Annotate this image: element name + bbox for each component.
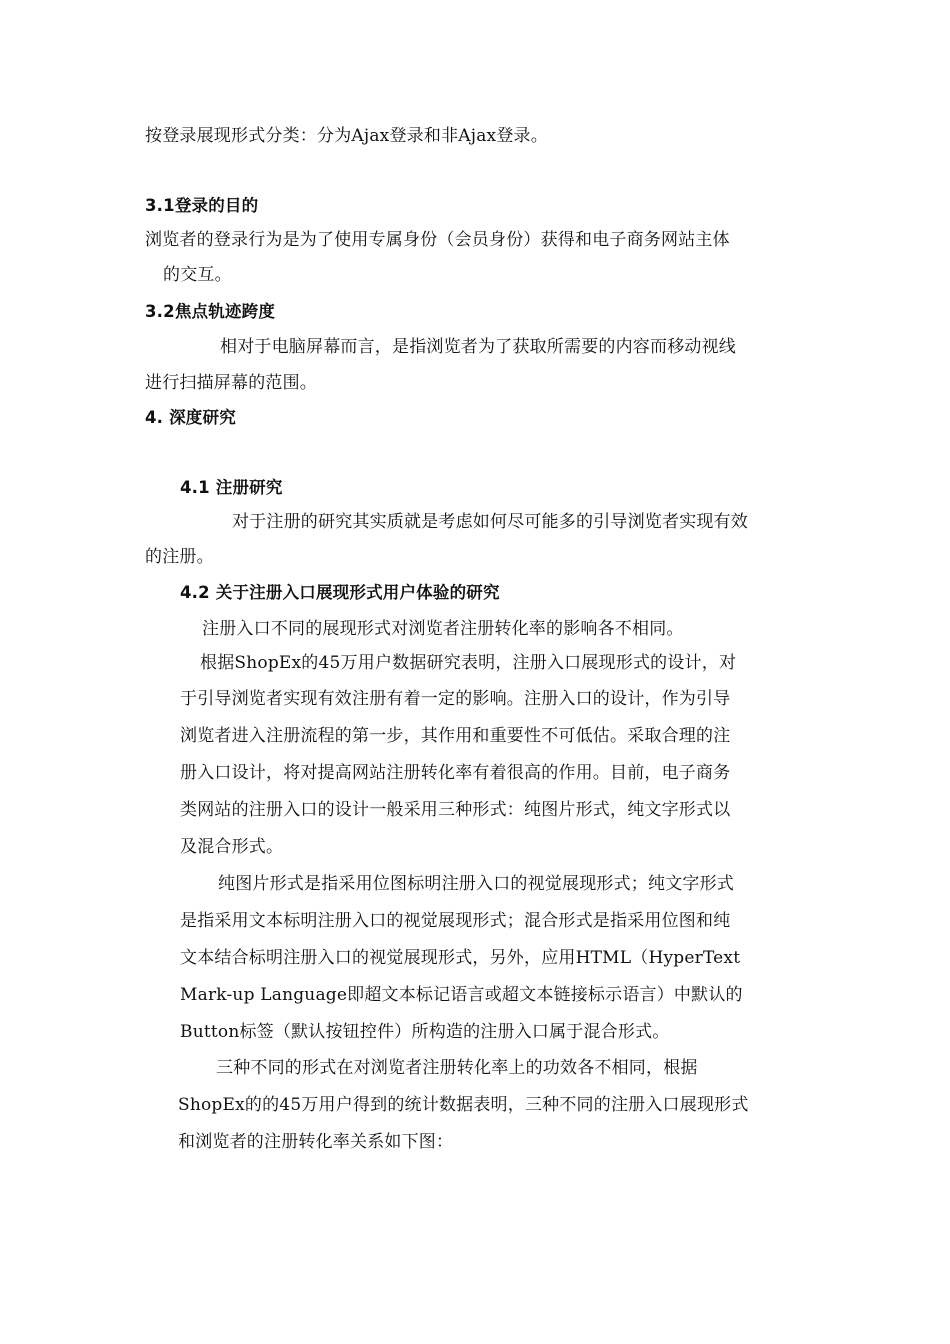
section-3-2-text-line-2: 进行扫描屏幕的范围。 <box>145 373 317 393</box>
section-4-2-line: 纯图片形式是指采用位图标明注册入口的视觉展现形式；纯文字形式 <box>218 874 734 894</box>
section-4-1-text-line-1: 对于注册的研究其实质就是考虑如何尽可能多的引导浏览者实现有效 <box>232 512 748 532</box>
intro-paragraph: 按登录展现形式分类：分为Ajax登录和非Ajax登录。 <box>145 126 548 146</box>
section-4-1-heading: 4.1 注册研究 <box>180 478 283 497</box>
section-4-2-line: 于引导浏览者实现有效注册有着一定的影响。注册入口的设计，作为引导 <box>180 689 731 709</box>
section-4-2-line: Mark-up Language即超文本标记语言或超文本链接标示语言）中默认的 <box>180 985 743 1005</box>
section-3-1-text-line-1: 浏览者的登录行为是为了使用专属身份（会员身份）获得和电子商务网站主体 <box>145 230 730 250</box>
section-4-2-line: 根据ShopEx的45万用户数据研究表明，注册入口展现形式的设计，对 <box>200 653 737 673</box>
section-4-2-heading: 4.2 关于注册入口展现形式用户体验的研究 <box>180 583 500 602</box>
section-3-1-text-line-2: 的交互。 <box>163 265 232 285</box>
section-4-2-line: 类网站的注册入口的设计一般采用三种形式：纯图片形式，纯文字形式以 <box>180 800 731 820</box>
section-3-1-heading: 3.1登录的目的 <box>145 196 259 215</box>
section-4-heading: 4. 深度研究 <box>145 408 236 427</box>
section-4-2-line: ShopEx的的45万用户得到的统计数据表明，三种不同的注册入口展现形式 <box>178 1095 749 1115</box>
section-4-2-line: 文本结合标明注册入口的视觉展现形式，另外，应用HTML（HyperText <box>180 948 741 968</box>
section-4-2-line: 注册入口不同的展现形式对浏览者注册转化率的影响各不相同。 <box>202 619 684 639</box>
section-4-2-line: 浏览者进入注册流程的第一步，其作用和重要性不可低估。采取合理的注 <box>180 726 731 746</box>
section-4-2-line: 册入口设计，将对提高网站注册转化率有着很高的作用。目前，电子商务 <box>180 763 731 783</box>
section-4-2-line: 三种不同的形式在对浏览者注册转化率上的功效各不相同，根据 <box>216 1058 698 1078</box>
section-4-2-line: 及混合形式。 <box>180 837 284 857</box>
section-4-1-text-line-2: 的注册。 <box>145 547 214 567</box>
section-4-2-line: Button标签（默认按钮控件）所构造的注册入口属于混合形式。 <box>180 1022 670 1042</box>
section-4-2-line: 和浏览者的注册转化率关系如下图： <box>178 1132 454 1152</box>
section-3-2-text-line-1: 相对于电脑屏幕而言，是指浏览者为了获取所需要的内容而移动视线 <box>220 337 736 357</box>
section-4-2-line: 是指采用文本标明注册入口的视觉展现形式；混合形式是指采用位图和纯 <box>180 911 731 931</box>
section-3-2-heading: 3.2焦点轨迹跨度 <box>145 302 276 321</box>
